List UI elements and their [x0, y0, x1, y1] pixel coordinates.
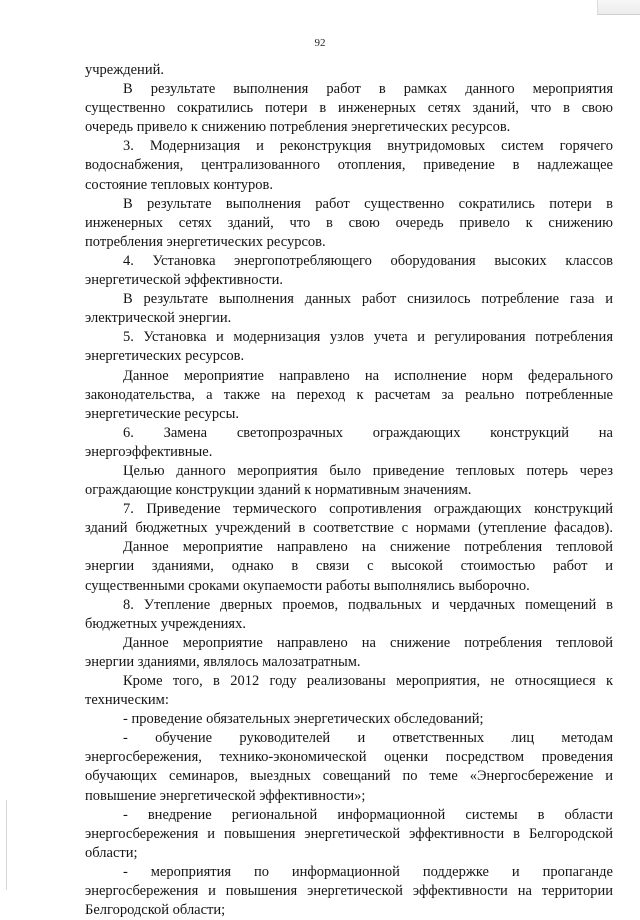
text-line: потребления энергетических ресурсов. [85, 233, 326, 250]
text-line: электрической энергии. [85, 310, 232, 327]
text-line: энергосбережения, технико-экономической оценки посредством проведения [85, 749, 613, 766]
text-line: инженерных сетях зданий, что в свою очередь привело к снижению [85, 214, 613, 231]
text-line: области; [85, 844, 138, 861]
scan-edge-line [6, 800, 7, 890]
text-line: повышение энергетической эффективности»; [85, 787, 366, 804]
text-line: энергетической эффективности. [85, 272, 284, 289]
text-line: Кроме того, в 2012 году реализованы мероприятия, не относящиеся к [123, 673, 613, 689]
text-line: обучающих семинаров, выездных совещаний по теме «Энергосбережение и [85, 768, 613, 785]
scan-edge-mark [597, 0, 640, 15]
text-line: 4. Установка энергопотребляющего оборудования высоких классов [123, 252, 613, 269]
text-line: - проведение обязательных энергетических обследований; [123, 711, 484, 728]
text-line: энергоэффективные. [85, 443, 213, 460]
text-line: энергетические ресурсы. [85, 405, 239, 422]
text-line: энергетических ресурсов. [85, 348, 245, 365]
text-line: существенными сроками окупаемости работы выполнялись выборочно. [85, 577, 530, 594]
text-line: энергии зданиями, однако в связи с высокой стоимостью работ и [85, 558, 613, 575]
text-line: В результате выполнения данных работ снизилось потребление газа и [123, 291, 613, 308]
text-line: учреждений. [85, 62, 164, 78]
text-line: зданий бюджетных учреждений в соответствие с нормами (утепление фасадов). [85, 520, 613, 537]
text-line: бюджетных учреждениях. [85, 615, 246, 632]
text-line: Данное мероприятие направлено на снижение потребления тепловой [123, 539, 613, 556]
document-body [85, 61, 613, 920]
text-line: ограждающие конструкции зданий к нормативным значениям. [85, 482, 472, 499]
text-line: техническим: [85, 692, 169, 709]
text-line: состояние тепловых контуров. [85, 176, 274, 193]
text-line: Белгородской области; [85, 902, 226, 919]
text-line: 5. Установка и модернизация узлов учета и регулирования потребления [123, 329, 613, 346]
text-line: существенно сократились потери в инженерных сетях зданий, что в свою [85, 100, 613, 117]
text-line: - обучение руководителей и ответственных лиц методам [123, 730, 613, 747]
text-line: Целью данного мероприятия было приведение тепловых потерь через [123, 462, 613, 479]
text-line: 6. Замена светопрозрачных ограждающих конструкций на [123, 424, 613, 441]
text-line: энергии зданиями, являлось малозатратным. [85, 653, 361, 670]
text-line: - мероприятия по информационной поддержке и пропаганде [123, 863, 613, 880]
text-line: энергосбережения и повышения энергетической эффективности в Белгородской [85, 825, 613, 842]
page-number: 92 [314, 37, 326, 49]
text-line: Данное мероприятие направлено на снижение потребления тепловой [123, 634, 613, 651]
text-line: энергосбережения и повышения энергетической эффективности на территории [85, 883, 613, 900]
text-line: 3. Модернизация и реконструкция внутридомовых систем горячего [123, 138, 613, 155]
text-line: Данное мероприятие направлено на исполнение норм федерального [123, 367, 613, 384]
text-line: В результате выполнения работ в рамках данного мероприятия [123, 81, 613, 98]
text-line: законодательства, а также на переход к расчетам за реально потребленные [85, 386, 613, 403]
text-line: водоснабжения, централизованного отопления, приведение в надлежащее [85, 157, 613, 174]
text-line: 8. Утепление дверных проемов, подвальных и чердачных помещений в [123, 596, 613, 613]
text-line: - внедрение региональной информационной системы в области [123, 806, 613, 823]
text-line: очередь привело к снижению потребления энергетических ресурсов. [85, 119, 511, 136]
text-line: 7. Приведение термического сопротивления ограждающих конструкций [123, 501, 613, 518]
text-line: В результате выполнения работ существенно сократились потери в [123, 195, 613, 212]
